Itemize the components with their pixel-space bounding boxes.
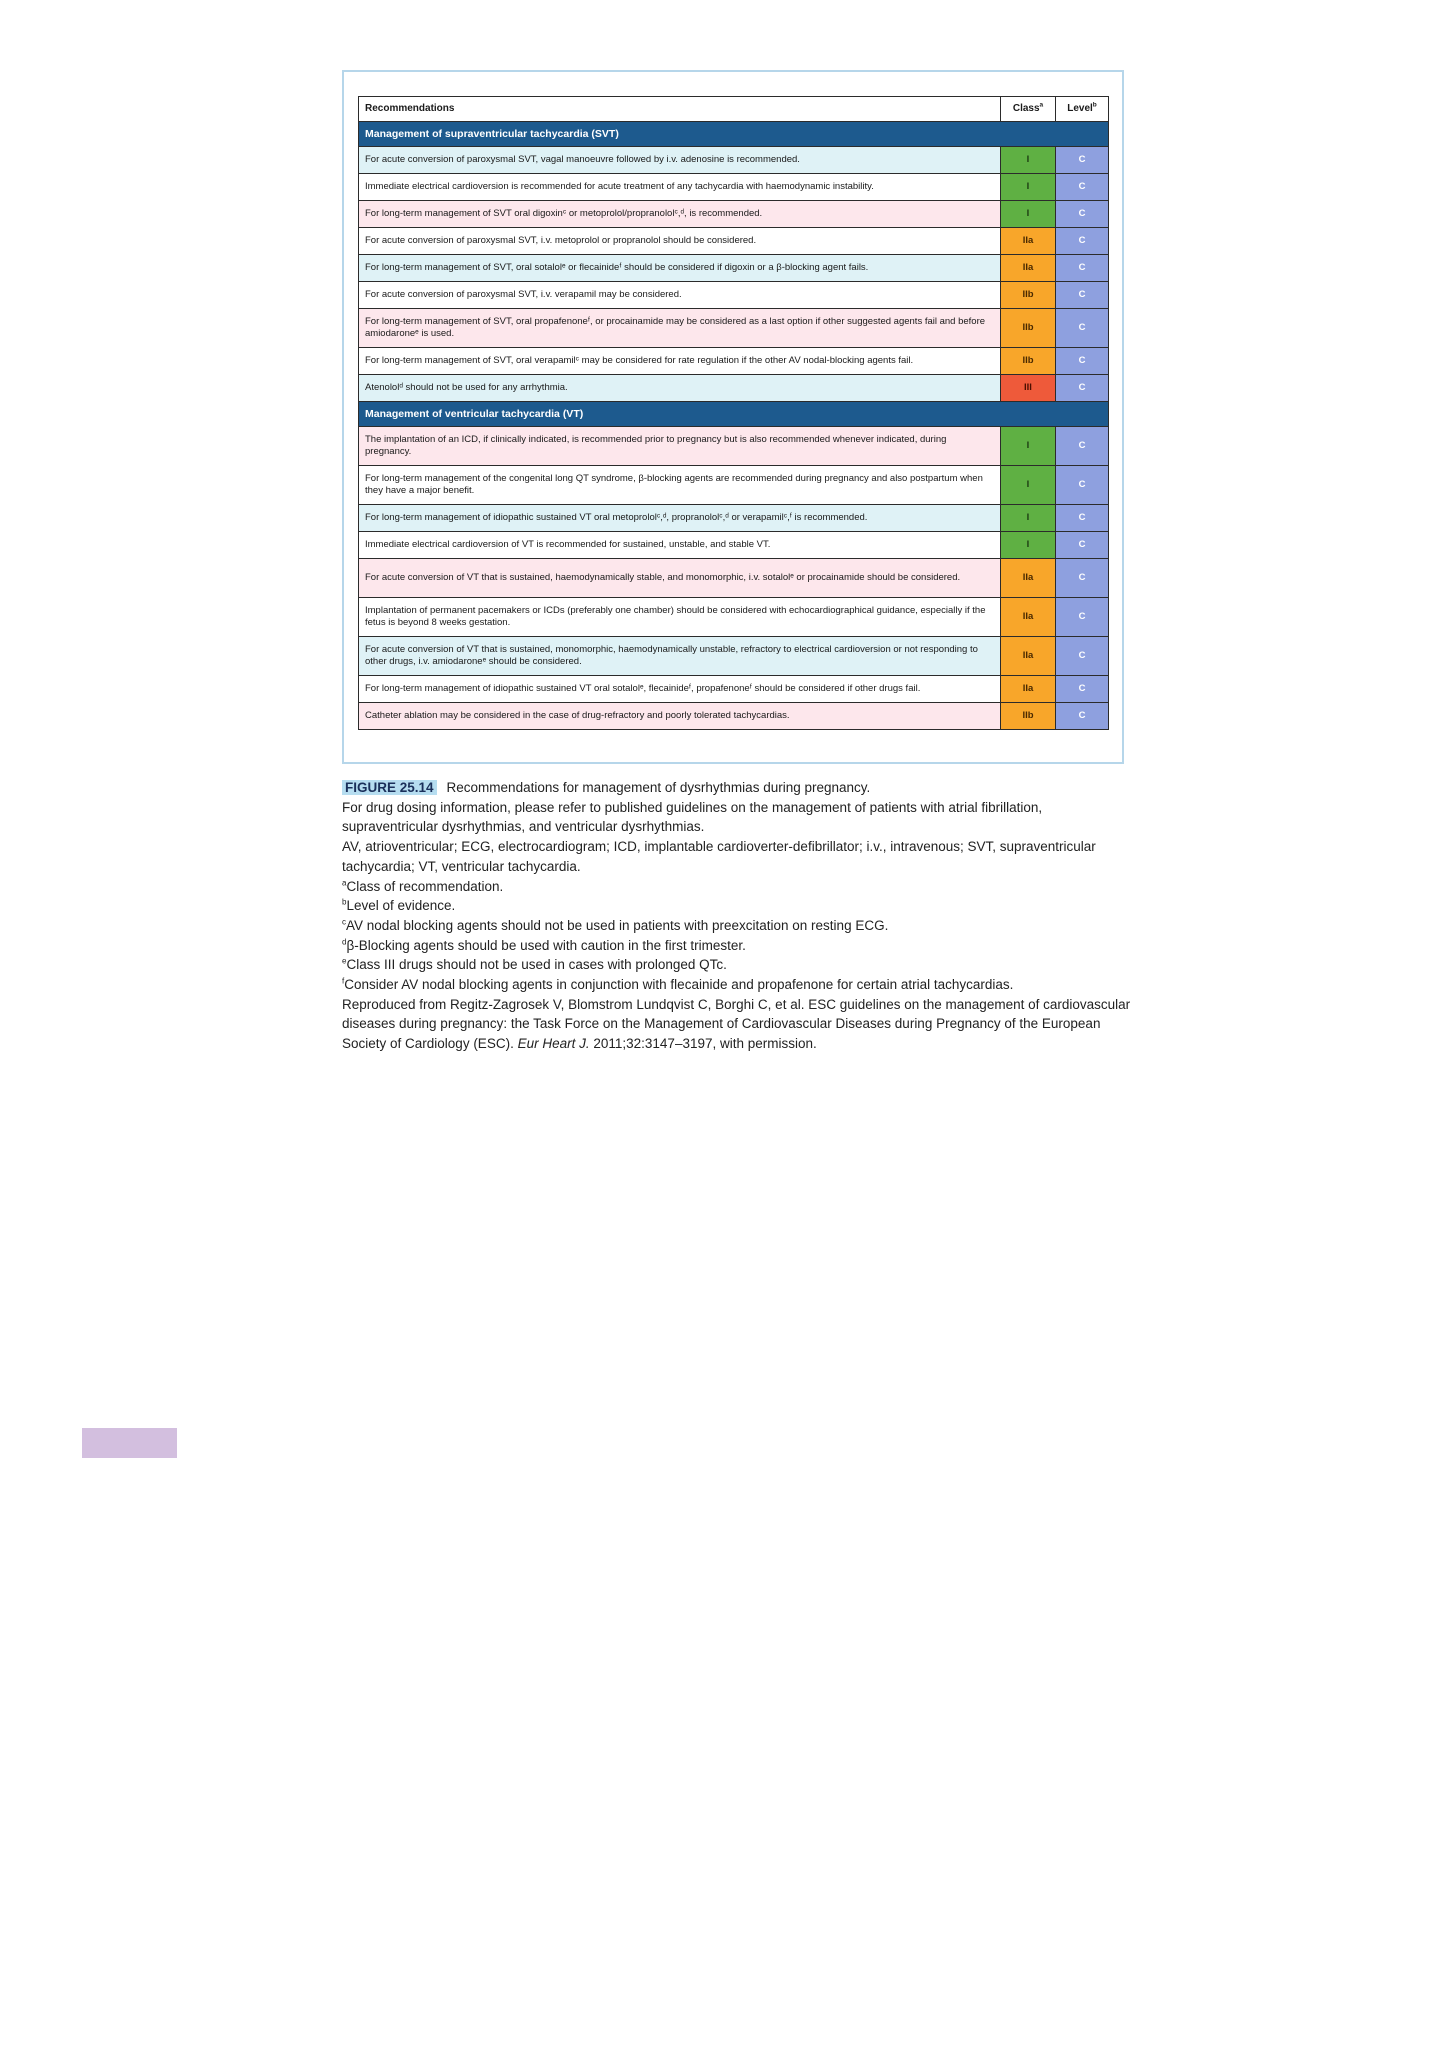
table-row <box>359 309 1109 348</box>
level-badge: C <box>1056 174 1109 201</box>
level-badge: C <box>1056 255 1109 282</box>
level-badge: C <box>1056 637 1109 676</box>
table-row <box>359 676 1109 703</box>
caption-title-line <box>342 778 1132 798</box>
table-row <box>359 637 1109 676</box>
footnote-d: $^d$β-Blocking agents should be used with caution in the first trimester. <box>342 937 746 953</box>
section-header-row <box>359 402 1109 427</box>
table-row <box>359 598 1109 637</box>
table-row <box>359 201 1109 228</box>
class-badge: IIa <box>1001 255 1056 282</box>
recommendation-text: For acute conversion of VT that is sustained, haemodynamically stable, and monomorphic, i.v. sotalolᵉ or procainamide should be considered. <box>359 559 1001 598</box>
level-badge: C <box>1056 532 1109 559</box>
class-badge: I <box>1001 427 1056 466</box>
table-row <box>359 147 1109 174</box>
class-badge: IIa <box>1001 598 1056 637</box>
footnote-c: $^c$AV nodal blocking agents should not be used in patients with preexcitation on resting ECG. <box>342 917 889 933</box>
footnote-b: $^b$Level of evidence. <box>342 897 456 914</box>
table-row <box>359 348 1109 375</box>
recommendation-text: The implantation of an ICD, if clinically indicated, is recommended prior to pregnancy but is also recommended whenever indicated, during pregnancy. <box>359 427 1001 466</box>
class-badge: I <box>1001 532 1056 559</box>
level-badge: C <box>1056 282 1109 309</box>
class-badge: IIb <box>1001 348 1056 375</box>
class-badge: IIa <box>1001 228 1056 255</box>
recommendation-text: For long-term management of SVT, oral propafenoneᶠ, or procainamide may be considered as a last option if other suggested agents fail and before amiodaroneᵉ is used. <box>359 309 1001 348</box>
class-badge: III <box>1001 375 1056 402</box>
header-level: Level$^b$ <box>1056 97 1109 122</box>
level-badge: C <box>1056 427 1109 466</box>
recommendation-text: Catheter ablation may be considered in the case of drug-refractory and poorly tolerated tachycardias. <box>359 703 1001 730</box>
table-row <box>359 255 1109 282</box>
table-body <box>359 122 1109 730</box>
level-badge: C <box>1056 375 1109 402</box>
header-class: Class$^a$ <box>1001 97 1056 122</box>
class-badge: IIb <box>1001 282 1056 309</box>
class-badge: IIb <box>1001 309 1056 348</box>
recommendation-text: For long-term management of idiopathic sustained VT oral metoprololᶜ,ᵈ, propranololᶜ,ᵈ or verapamilᶜ,ᶠ is recommended. <box>359 505 1001 532</box>
table-row <box>359 174 1109 201</box>
class-badge: I <box>1001 201 1056 228</box>
footnotes <box>342 877 1132 995</box>
table-row <box>359 532 1109 559</box>
class-badge: IIa <box>1001 559 1056 598</box>
level-badge: C <box>1056 505 1109 532</box>
section-title: Management of supraventricular tachycardia (SVT) <box>359 122 1109 147</box>
journal-name: Eur Heart J. <box>517 1036 590 1052</box>
recommendation-text: For acute conversion of paroxysmal SVT, vagal manoeuvre followed by i.v. adenosine is recommended. <box>359 147 1001 174</box>
figure-caption <box>342 778 1132 1054</box>
table-row <box>359 559 1109 598</box>
level-badge: C <box>1056 598 1109 637</box>
table-row <box>359 228 1109 255</box>
level-badge: C <box>1056 147 1109 174</box>
level-badge: C <box>1056 703 1109 730</box>
recommendation-text: For long-term management of idiopathic sustained VT oral sotalolᵉ, flecainideᶠ, propafenoneᶠ should be considered if other drugs fail. <box>359 676 1001 703</box>
header-recommendations: Recommendations <box>359 97 1001 122</box>
recommendation-text: For acute conversion of paroxysmal SVT, i.v. verapamil may be considered. <box>359 282 1001 309</box>
margin-tab-marker <box>82 1428 177 1458</box>
recommendation-text: Implantation of permanent pacemakers or ICDs (preferably one chamber) should be considered with echocardiographical guidance, especially if the fetus is beyond 8 weeks gestation. <box>359 598 1001 637</box>
table-row <box>359 427 1109 466</box>
table-row <box>359 282 1109 309</box>
class-badge: I <box>1001 147 1056 174</box>
recommendation-text: For long-term management of SVT, oral sotalolᵉ or flecainideᶠ should be considered if digoxin or a β-blocking agent fails. <box>359 255 1001 282</box>
table-row <box>359 466 1109 505</box>
level-badge: C <box>1056 559 1109 598</box>
class-badge: I <box>1001 466 1056 505</box>
section-header-row <box>359 122 1109 147</box>
recommendation-text: Atenololᵈ should not be used for any arrhythmia. <box>359 375 1001 402</box>
figure-label: FIGURE 25.14 <box>342 780 437 795</box>
level-badge: C <box>1056 201 1109 228</box>
table-row <box>359 505 1109 532</box>
level-badge: C <box>1056 348 1109 375</box>
source-citation: Reproduced from Regitz-Zagrosek V, Blomstrom Lundqvist C, Borghi C, et al. ESC guidelines on the management of cardiovascular diseases during pregnancy: the Task Force on the Management of Cardiovascular Diseases during Pregnancy of the European Society of Cardiology (ESC). Eur Heart J. 2011;32:3147–3197, with permission. <box>342 996 1131 1052</box>
dosing-note: For drug dosing information, please refer to published guidelines on the management of patients with atrial fibrillation, supraventricular dysrhythmias, and ventricular dysrhythmias. <box>342 799 1043 835</box>
level-badge: C <box>1056 228 1109 255</box>
figure-frame <box>342 70 1124 764</box>
footnote-a: $^a$Class of recommendation. <box>342 878 504 894</box>
recommendation-text: For long-term management of SVT oral digoxinᶜ or metoprolol/propranololᶜ,ᵈ, is recommended. <box>359 201 1001 228</box>
class-badge: IIa <box>1001 676 1056 703</box>
recommendation-text: For long-term management of SVT, oral verapamilᶜ may be considered for rate regulation if the other AV nodal-blocking agents fail. <box>359 348 1001 375</box>
class-badge: I <box>1001 505 1056 532</box>
abbreviations-note: AV, atrioventricular; ECG, electrocardiogram; ICD, implantable cardioverter-defibrillator; i.v., intravenous; SVT, supraventricular tachycardia; VT, ventricular tachycardia. <box>342 839 1096 874</box>
table-row <box>359 703 1109 730</box>
level-badge: C <box>1056 676 1109 703</box>
class-badge: IIb <box>1001 703 1056 730</box>
recommendation-text: For acute conversion of VT that is sustained, monomorphic, haemodynamically unstable, refractory to electrical cardioversion or not responding to other drugs, i.v. amiodaroneᵉ should be considered. <box>359 637 1001 676</box>
recommendation-text: Immediate electrical cardioversion is recommended for acute treatment of any tachycardia with haemodynamic instability. <box>359 174 1001 201</box>
level-badge: C <box>1056 309 1109 348</box>
footnote-f: $^f$Consider AV nodal blocking agents in conjunction with flecainide and propafenone for certain atrial tachycardias. <box>342 976 1014 993</box>
level-badge: C <box>1056 466 1109 505</box>
section-title: Management of ventricular tachycardia (VT) <box>359 402 1109 427</box>
class-badge: IIa <box>1001 637 1056 676</box>
class-badge: I <box>1001 174 1056 201</box>
figure-title: Recommendations for management of dysrhythmias during pregnancy. <box>446 780 871 795</box>
footnote-e: $^e$Class III drugs should not be used in cases with prolonged QTc. <box>342 956 727 973</box>
recommendation-text: For acute conversion of paroxysmal SVT, i.v. metoprolol or propranolol should be considered. <box>359 228 1001 255</box>
recommendations-table <box>358 96 1109 730</box>
table-header-row <box>359 97 1109 122</box>
recommendation-text: For long-term management of the congenital long QT syndrome, β-blocking agents are recommended during pregnancy and also postpartum when they have a major benefit. <box>359 466 1001 505</box>
recommendation-text: Immediate electrical cardioversion of VT is recommended for sustained, unstable, and stable VT. <box>359 532 1001 559</box>
table-row <box>359 375 1109 402</box>
